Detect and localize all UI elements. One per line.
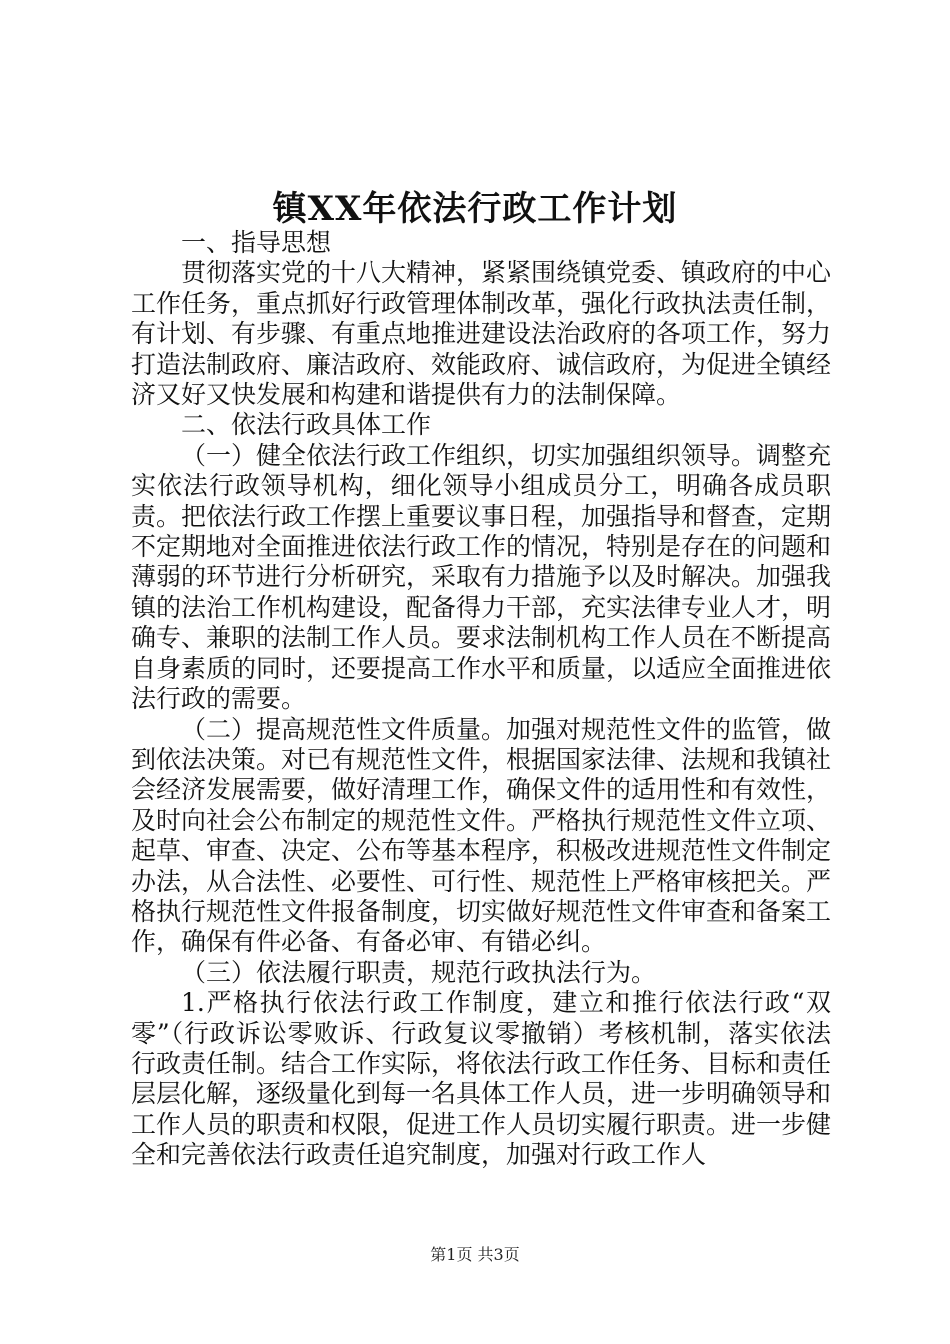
- section-heading-guiding-ideology: 一、指导思想: [181, 228, 332, 257]
- paragraph-item-1: （一）健全依法行政工作组织，切实加强组织领导。调整充实依法行政领导机构，细化领导小组成员分工，明确各成员职责。把依法行政工作摆上重要议事日程，加强指导和督查，定期不定期地对全面推进依法行政工作的情况，特别是存在的问题和薄弱的环节进行分析研究，采取有力措施予以及时解决。加强我镇的法治工作机构建设，配备得力干部，充实法律专业人才，明确专、兼职的法制工作人员。要求法制机构工作人员在不断提高自身素质的同时，还要提高工作水平和质量，以适应全面推进依法行政的需要。: [131, 440, 832, 714]
- paragraph-item-3-heading: （三）依法履行职责，规范行政执法行为。: [181, 957, 657, 987]
- document-title: 镇XX年依法行政工作计划: [272, 189, 678, 229]
- document-body: [131, 228, 831, 1171]
- paragraph-guiding-ideology: 贯彻落实党的十八大精神，紧紧围绕镇党委、镇政府的中心工作任务，重点抓好行政管理体制改革，强化行政执法责任制，有计划、有步骤、有重点地推进建设法治政府的各项工作，努力打造法制政府、廉洁政府、效能政府、诚信政府，为促进全镇经济又好又快发展和构建和谐提供有力的法制保障。: [131, 258, 832, 410]
- section-heading-specific-work: 二、依法行政具体工作: [181, 410, 432, 440]
- paragraph-item-2: （二）提高规范性文件质量。加强对规范性文件的监管，做到依法决策。对已有规范性文件，根据国家法律、法规和我镇社会经济发展需要，做好清理工作，确保文件的适用性和有效性，及时向社会公布制定的规范性文件。严格执行规范性文件立项、起草、审查、决定、公布等基本程序，积极改进规范性文件制定办法，从合法性、必要性、可行性、规范性上严格审核把关。严格执行规范性文件报备制度，切实做好规范性文件审查和备案工作，确保有件必备、有备必审、有错必纠。: [131, 714, 832, 957]
- page-footer: 第1页 共3页: [430, 1245, 520, 1264]
- paragraph-item-3-1: 1.严格执行依法行政工作制度，建立和推行依法行政“双零”（行政诉讼零败诉、行政复议零撤销）考核机制，落实依法行政责任制。结合工作实际，将依法行政工作任务、目标和责任层层化解，逐级量化到每一名具体工作人员，进一步明确领导和工作人员的职责和权限，促进工作人员切实履行职责。进一步健全和完善依法行政责任追究制度，加强对行政工作人: [131, 988, 832, 1170]
